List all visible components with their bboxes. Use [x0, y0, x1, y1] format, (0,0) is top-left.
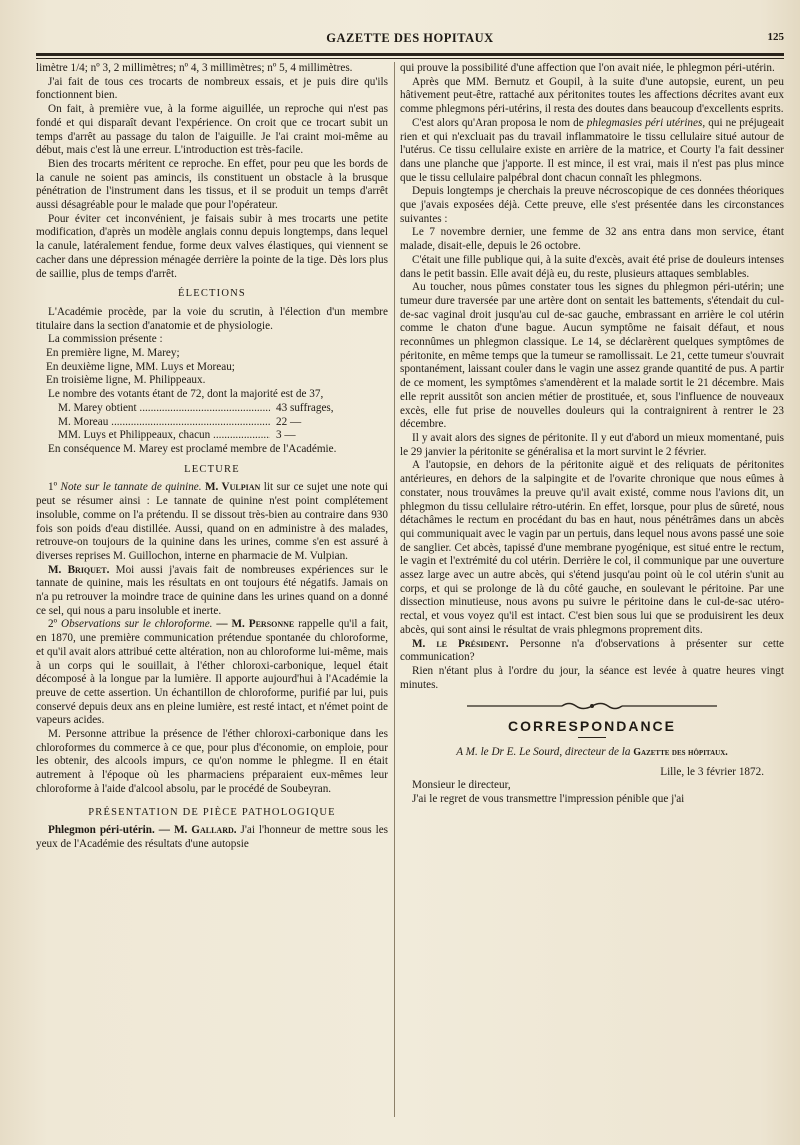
- paragraph: Au toucher, nous pûmes constater tous les signes du phlegmon péri-utérin; une tumeur dure traversée par une artère dont on sentait les battements, s'étendait du cul-de-sac vaginal droit jusqu'au cul de-sac gauche, embrassant en arrière le col utérin comme le chaton d'une bague. Aucun symptôme ne faisait défaut, et nous reconnûmes un phlegmon classique. Le 14, se déclarèrent quelques symptômes de péritonite, en même temps que la tumeur se ramollissait. Le 21, cette tumeur s'ouvrait spontanément, laissant couler dans le vagin une assez grande quantité de pus. A partir de ce moment, les symptômes s'amendèrent et la malade sortit le 21 décembre. Mais elle reprit aussitôt son ancien métier de prostituée, et, sous l'influence de nouveaux excès, elle fut prise de nouvelles douleurs qui la contraignirent à rentrer le 23 décembre.: [400, 281, 784, 431]
- ornament-divider: [400, 700, 784, 712]
- header-rule-thin: [36, 58, 784, 59]
- paragraph: On fait, à première vue, à la forme aiguillée, un reproche qui n'est pas fondé et qui disparaît devant l'expérience. On croit que ce trocart subit un temps d'arrêt au passage du talon de l'aiguille. Je l'ai craint moi-même au début, mais c'est là une erreur. L'introduction est très-facile.: [36, 103, 388, 157]
- vote-name: MM. Luys et Philippeaux, chacun .....: [58, 429, 270, 443]
- paragraph: La commission présente :: [48, 333, 163, 346]
- vote-row: [36, 429, 388, 443]
- lecture-item-1: [36, 481, 388, 563]
- address-text: A M. le Dr E. Le Sourd, directeur de la: [456, 746, 631, 759]
- item-title: Phlegmon péri-utérin.: [48, 824, 155, 837]
- italic-term: phlegmasies péri utérines,: [586, 116, 706, 129]
- left-column: [36, 62, 388, 852]
- ornament-rule-icon: [467, 701, 717, 711]
- text-run: C'est alors qu'Aran proposa le nom de: [412, 116, 584, 129]
- paragraph: Depuis longtemps je cherchais la preuve nécroscopique de ces données théoriques que j'avais exposées déjà. Cette preuve, elle s'est présentée dans les circonstances suivantes :: [400, 185, 784, 225]
- item-text: Personne n'a d'observations à présenter sur cette communication?: [400, 637, 785, 664]
- lecture-reply: [36, 564, 388, 619]
- paragraph: Bien des trocarts méritent ce reproche. En effet, pour peu que les bords de la canule ne soient pas amincis, ils constituent un obstacle à la brusque pénétration de l'instrument dans les tissus, et il se produit un temps d'arrêt aussi désagréable pour le malade que pour l'opérateur.: [36, 157, 388, 212]
- item-author: M. Vulpian: [204, 481, 261, 494]
- vote-name: M. Marey obtient .....: [58, 402, 270, 416]
- vote-row: [36, 416, 388, 430]
- item-author: M. le Président.: [412, 637, 509, 650]
- paragraph: limètre 1/4; nº 3, 2 millimètres; nº 4, 3 millimètres; nº 5, 4 millimètres.: [36, 62, 353, 74]
- item-title: Observations sur le chloroforme.: [61, 618, 213, 631]
- paragraph: A l'autopsie, en dehors de la péritonite aiguë et des reliquats de péritonites antérieures, en dehors de la salpingite et de l'ovarite chronique que nous eûmes à constater, nous trouvâmes la preuve qu'il avait existé, comme nous l'avions dit, un phlegmon du tissu cellulaire rétro-utérin. En effet, lorsque, pour plus de sûreté, nous détachâmes le rectum en procédant du bas en haut, nous pénétrâmes dans un abcès qui communiquait avec le vagin par un pertuis, dans lequel nous avons passé une soie de sanglier. Cet abcès, tapissé d'une membrane pyogénique, est situé entre le rectum, le vagin et l'extrémité du col utérin. Derrière le col, il communique par une ouverture assez large avec un autre abcès, qui s'étend jusqu'au point où le col utérin s'unit au corps, et qui se prolonge de là du côté gauche, en soulevant le péritoine. Par une dissection minutieuse, nous avons pu suivre le péritoine dans le cul-de-sac utéro-rectal, et vous voyez qu'il est intact. C'est bien sous lui que se produisirent les deux abcès, qui sont ainsi le résultat de vrais phlegmons proprement dits.: [400, 459, 784, 636]
- vote-row: [36, 402, 388, 416]
- text-run: qui ne préjugeait rien et qui n'excluait pas du travail inflammatoire le tissu cellulaire situé autour de l'utérus. Ce tissu cellulaire existe en arrière de la matrice, et Courty l'a fait dessiner dans une planche que j'apporte. Il est mince, il est vrai, mais il n'est pas plus mince que le tissu cellulaire palpébral dont chacun connaît les phlegmons.: [400, 116, 785, 184]
- candidate-line: En troisième ligne, M. Philippeaux.: [46, 374, 206, 387]
- paragraph: qui prouve la possibilité d'une affection que l'on avait niée, le phlegmon péri-utérin.: [400, 62, 775, 74]
- letter-dateline: Lille, le 3 février 1872.: [660, 765, 764, 778]
- item-number: 1º: [48, 481, 58, 494]
- vote-value: 43 suffrages,: [276, 401, 334, 414]
- letter-salutation: Monsieur le directeur,: [412, 779, 511, 792]
- item-number: 2º: [48, 618, 58, 631]
- paragraph: Rien n'étant plus à l'ordre du jour, la séance est levée à quatre heures vingt minutes.: [400, 664, 784, 691]
- page-header: [36, 28, 784, 48]
- paragraph: [400, 117, 784, 186]
- item-author: M. Briquet.: [48, 563, 110, 576]
- section-title-lecture: LECTURE: [184, 463, 240, 475]
- paragraph: Il y avait alors des signes de péritonite. Il y eut d'abord un mieux momentané, puis le 29 janvier la péritonite se généralisa et la mort survint le 2 février.: [400, 431, 784, 458]
- section-title-presentation: PRÉSENTATION DE PIÈCE PATHOLOGIQUE: [88, 806, 336, 818]
- item-text: lit sur ce sujet une note qui peut se résumer ainsi : Le tannate de quinine n'est point complétement insoluble, comme on l'a prétendu. Il se dissout très-bien au contraire dans 930 fois son poids d'eau distillée. Aussi, quand on en administre à des malades, retrouve-on toujours de la quinine dans les urines, comme s'en est assuré à diverses reprises M. Guillochon, interne en pharmacie de M. Vulpian.: [36, 481, 389, 562]
- paragraph: J'ai le regret de vous transmettre l'impression pénible que j'ai: [412, 793, 685, 806]
- paragraph: C'était une fille publique qui, à la suite d'excès, avait été prise de douleurs intenses dans le petit bassin. Elle avait déjà eu, du reste, plusieurs attaques semblables.: [400, 253, 784, 280]
- item-text: rappelle qu'il a fait, en 1870, une première communication prétendue spontanée du chloroforme, et qu'il avait alors attribué cette altération, non au chloroforme lui-même, mais à un corps qui le souillait, à l'éther chloroxi-carbonique, lequel était décomposé à la longue par la lumière. Il apporte aujourd'hui à l'Académie la preuve de cette assertion. Un échantillon de chloroforme, purifié par lui, puis conservé depuis deux ans en pleine lumière, est resté intact, et n'émet point de vapeurs acides.: [36, 618, 389, 727]
- section-title-elections: ÉLECTIONS: [178, 288, 246, 300]
- paragraph: Après que MM. Bernutz et Goupil, à la suite d'une autopsie, eurent, un peu hâtivement peut-être, rattaché aux péritonites toutes les affections décrites avant eux comme phlegmons péri-utérins, il resta des doutes dans beaucoup d'excellents esprits.: [400, 75, 784, 116]
- paragraph: Le 7 novembre dernier, une femme de 32 ans entra dans mon service, étant malade, disait-elle, depuis le 26 octobre.: [400, 226, 784, 253]
- journal-title: GAZETTE DES HOPITAUX: [326, 31, 494, 45]
- paragraph: Pour éviter cet inconvénient, je faisais subir à mes trocarts une petite modification, d'après un modèle anglais connu depuis longtemps, dans lequel la canule, latéralement fendue, forme deux valves élastiques, qui viennent se cacher dans une dépression ménagée derrière la pointe de la tige. Dès lors plus de saillie, plus de temps d'arrêt.: [36, 212, 388, 280]
- letter-address: [400, 746, 784, 760]
- president-remark: [400, 638, 784, 665]
- vote-value: 22 —: [276, 415, 302, 428]
- candidate-line: En première ligne, M. Marey;: [46, 347, 180, 360]
- vote-name: M. Moreau .....: [58, 416, 270, 430]
- paragraph: M. Personne attribue la présence de l'éther chloroxi-carbonique dans les chloroformes du commerce à ce que, pour plus d'économie, on emploie, pour les obtenir, des alcools impurs, ce qu'on nomme le phlegme. Il en était autrement à l'époque où les pharmaciens préparaient eux-mêmes leur chloroforme à l'aide d'alcool absolu, par le procédé de Soubeyran.: [36, 728, 388, 795]
- address-journal: Gazette des hôpitaux.: [633, 747, 728, 759]
- paragraph: J'ai fait de tous ces trocarts de nombreux essais, et je puis dire qu'ils fonctionnent bien.: [36, 75, 388, 102]
- presentation-item: [36, 824, 388, 851]
- header-rule-thick: [36, 53, 784, 56]
- paragraph: Le nombre des votants étant de 72, dont la majorité est de 37,: [48, 388, 324, 401]
- candidate-line: En deuxième ligne, MM. Luys et Moreau;: [46, 360, 235, 373]
- short-rule: [578, 737, 606, 738]
- page-number: 125: [767, 31, 784, 43]
- lecture-item-2: [36, 618, 388, 728]
- item-author: — M. Gallard.: [158, 824, 237, 837]
- paragraph: En conséquence M. Marey est proclamé membre de l'Académie.: [48, 442, 337, 455]
- section-title-correspondance: CORRESPONDANCE: [507, 718, 676, 735]
- column-divider: [394, 62, 395, 1117]
- right-column: [400, 62, 784, 807]
- paragraph: L'Académie procède, par la voie du scrutin, à l'élection d'un membre titulaire dans la section d'anatomie et de physiologie.: [36, 305, 388, 332]
- vote-value: 3 —: [276, 429, 296, 442]
- item-text: J'ai l'honneur de mettre sous les yeux de l'Académie des résultats d'une autopsie: [36, 824, 389, 850]
- item-title: Note sur le tannate de quinine.: [60, 481, 202, 494]
- item-author: — M. Personne: [216, 618, 295, 631]
- item-text: Moi aussi j'avais fait de nombreuses expériences sur le tannate de quinine, mais les résultats en ont toujours été négatifs. Jamais on n'a pu retrouver la moindre trace de quinine dans les urines quand on a donné ce sel, qui nous a paru insoluble et inerte.: [36, 563, 389, 617]
